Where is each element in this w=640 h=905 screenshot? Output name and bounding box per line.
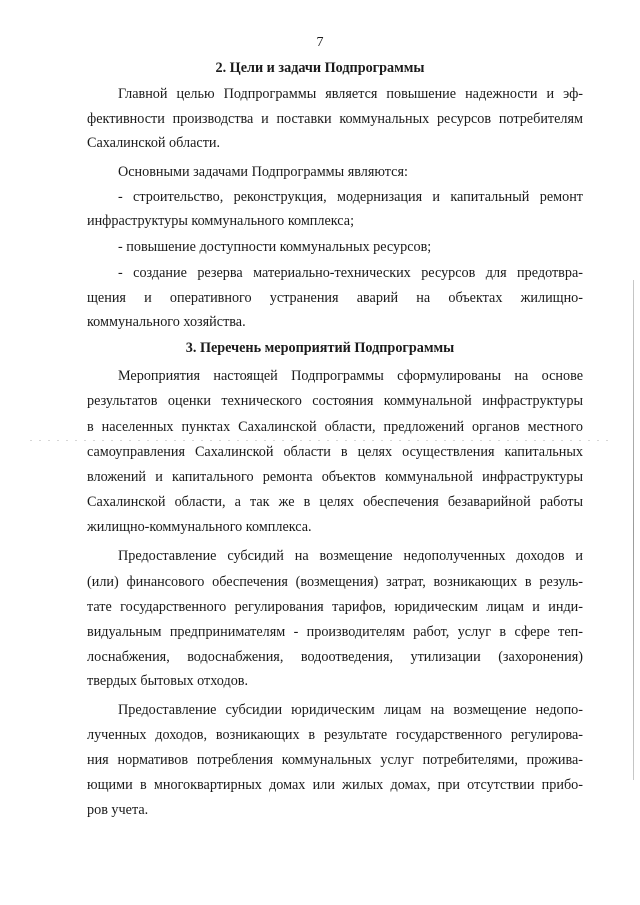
- section-3-line: в населенных пунктах Сахалинской области, предложений органов местного: [87, 419, 583, 435]
- section-3-line: лученных доходов, возникающих в результате государственного регулирова-: [87, 727, 583, 743]
- section-2-line: инфраструктуры коммунального комплекса;: [87, 213, 355, 229]
- section-3-line: Сахалинской области, а так же в целях обеспечения безаварийной работы: [87, 494, 583, 510]
- section-3-line: ющими в многоквартирных домах или жилых домах, при отсутствии прибо-: [87, 777, 583, 793]
- section-2-line: Главной целью Подпрограммы является повышение надежности и эф-: [118, 86, 583, 102]
- scan-artifact-line: [30, 440, 610, 441]
- section-3-line: тате государственного регулирования тарифов, юридическим лицам и инди-: [87, 599, 583, 615]
- section-3-line: ния нормативов потребления коммунальных услуг потребителями, прожива-: [87, 752, 583, 768]
- section-3-line: Предоставление субсидий на возмещение недополученных доходов и: [118, 548, 583, 564]
- section-3-line: видуальным предпринимателям - производителям работ, услуг в сфере теп-: [87, 624, 583, 640]
- section-3-line: жилищно-коммунального комплекса.: [87, 519, 312, 535]
- page-number: 7: [316, 35, 324, 50]
- section-3-line: Мероприятия настоящей Подпрограммы сформулированы на основе: [118, 368, 583, 384]
- section-2-line: - повышение доступности коммунальных ресурсов;: [118, 239, 432, 255]
- section-3-line: ров учета.: [87, 802, 149, 818]
- section-2-line: - строительство, реконструкция, модернизация и капитальный ремонт: [118, 189, 583, 205]
- section-3-line: Предоставление субсидии юридическим лицам на возмещение недопо-: [118, 702, 583, 718]
- section-2-line: Сахалинской области.: [87, 135, 221, 151]
- section-2-heading: 2. Цели и задачи Подпрограммы: [215, 60, 425, 76]
- section-3-line: вложений и капитального ремонта объектов коммунальной инфраструктуры: [87, 469, 583, 485]
- section-3-line: твердых бытовых отходов.: [87, 673, 249, 689]
- section-3-line: самоуправления Сахалинской области в целях осуществления капитальных: [87, 444, 583, 460]
- section-2-line: фективности производства и поставки коммунальных ресурсов потребителям: [87, 111, 583, 127]
- scan-edge-line: [633, 280, 634, 780]
- section-3-line: лоснабжения, водоснабжения, водоотведения, утилизации (захоронения): [87, 649, 583, 665]
- section-3-line: результатов оценки технического состояния коммунальной инфраструктуры: [87, 393, 583, 409]
- section-2-line: Основными задачами Подпрограммы являются:: [118, 164, 408, 180]
- section-2-line: щения и оперативного устранения аварий на объектах жилищно-: [87, 290, 583, 306]
- section-2-line: - создание резерва материально-технических ресурсов для предотвра-: [118, 265, 583, 281]
- section-3-line: (или) финансового обеспечения (возмещения) затрат, возникающих в резуль-: [87, 574, 583, 590]
- section-3-heading: 3. Перечень мероприятий Подпрограммы: [185, 340, 455, 356]
- section-2-line: коммунального хозяйства.: [87, 314, 246, 330]
